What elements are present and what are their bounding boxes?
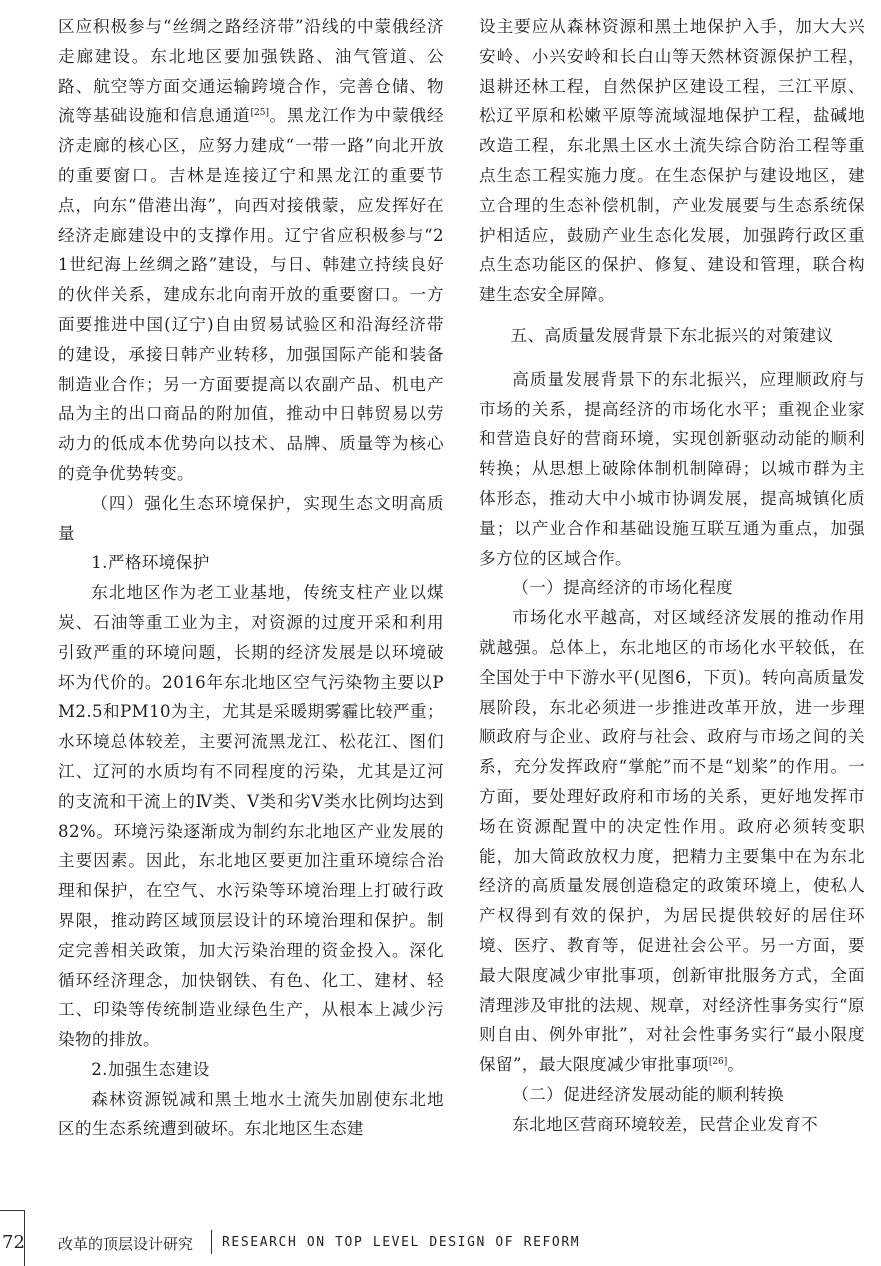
citation-ref[interactable]: [26] [708,1057,728,1068]
right-column [479,12,865,1139]
citation-ref[interactable]: [25] [250,108,269,119]
page-number: 72 [2,1232,25,1253]
paragraph: 东北地区作为老工业基地，传统支柱产业以煤炭、石油等重工业为主，对资源的过度开采和利用引致严重的环境问题，长期的经济发展是以环境破坏为代价的。2016年东北地区空气污染物主要以PM2.5和PM10为主，尤其是采暖期雾霾比较严重；水环境总体较差，主要河流黑龙江、松花江、图们江、辽河的水质均有不同程度的污染，尤其是辽河的支流和干流上的Ⅳ类、Ⅴ类和劣Ⅴ类水比例均达到82%。环境污染逐渐成为制约东北地区产业发展的主要因素。因此，东北地区要更加注重环境综合治理和保护，在空气、水污染等环境治理上打破行政界限，推动跨区域顶层设计的环境治理和保护。制定完善相关政策，加大污染治理的资金投入。深化循环经济理念，加快钢铁、有色、化工、建材、轻工、印染等传统制造业绿色生产，从根本上减少污染物的排放。 [58,583,444,1050]
paragraph: 区应积极参与“丝绸之路经济带”沿线的中蒙俄经济走廊建设。东北地区要加强铁路、油气管道、公路、航空等方面交通运输跨境合作，完善仓储、物流等基础设施和信息通道[25]。黑龙江作为中蒙俄经济走廊的核心区，应努力建成“一带一路”向北开放的重要窗口。吉林是连接辽宁和黑龙江的重要节点，向东“借港出海”，向西对接俄蒙，应发挥好在经济走廊建设中的支撑作用。辽宁省应积极参与“21世纪海上丝绸之路”建设，与日、韩建立持续良好的伙伴关系，建成东北向南开放的重要窗口。一方面要推进中国(辽宁)自由贸易试验区和沿海经济带的建设，承接日韩产业转移，加强国际产能和装备制造业合作；另一方面要提高以农副产品、机电产品为主的出口商品的附加值，推动中日韩贸易以劳动力的低成本优势向以技术、品牌、质量等为核心的竞争优势转变。 [58,17,445,483]
footer-separator [211,1230,212,1254]
footer-rule-horizontal [0,1210,24,1211]
subsection-heading: 2.加强生态建设 [91,1059,210,1079]
section-heading: （一）提高经济的市场化程度 [512,578,734,598]
chapter-heading: 五、高质量发展背景下东北振兴的对策建议 [510,325,834,345]
section-heading: （二）促进经济发展动能的顺利转换 [512,1084,785,1104]
left-column [58,12,444,1144]
section-heading: （四）强化生态环境保护，实现生态文明高质量 [58,493,444,543]
journal-title-cn: 改革的顶层设计研究 [58,1235,194,1253]
paragraph: 森林资源锐减和黑土地水土流失加剧使东北地区的生态系统遭到破坏。东北地区生态建 [58,1089,444,1139]
journal-title-en: RESEARCH ON TOP LEVEL DESIGN OF REFORM [222,1235,581,1250]
paragraph: 东北地区营商环境较差，民营企业发育不 [512,1114,819,1134]
paragraph: 高质量发展背景下的东北振兴，应理顺政府与市场的关系，提高经济的市场化水平；重视企业家和营造良好的营商环境，实现创新驱动动能的顺利转换；从思想上破除体制机制障碍；以城市群为主体形态，推动大中小城市协调发展，提高城镇化质量；以产业合作和基础设施互联互通为重点，加强多方位的区域合作。 [479,369,865,568]
paragraph: 设主要应从森林资源和黑土地保护入手，加大大兴安岭、小兴安岭和长白山等天然林资源保护工程，退耕还林工程，自然保护区建设工程，三江平原、松辽平原和松嫩平原等流域湿地保护工程，盐碱地改造工程，东北黑土区水土流失综合防治工程等重点生态工程实施力度。在生态保护与建设地区，建立合理的生态补偿机制，产业发展要与生态系统保护相适应，鼓励产业生态化发展，加强跨行政区重点生态功能区的保护、修复、建设和管理，联合构建生态安全屏障。 [479,17,865,305]
subsection-heading: 1.严格环境保护 [91,553,210,573]
paragraph: 市场化水平越高，对区域经济发展的推动作用就越强。总体上，东北地区的市场化水平较低，在全国处于中下游水平(见图6，下页)。转向高质量发展阶段，东北必须进一步推进改革开放，进一步理顺政府与企业、政府与社会、政府与市场之间的关系，充分发挥政府“掌舵”而不是“划桨”的作用。一方面，要处理好政府和市场的关系，更好地发挥市场在资源配置中的决定性作用。政府必须转变职能，加大简政放权力度，把精力主要集中在为东北经济的高质量发展创造稳定的政策环境上，使私人产权得到有效的保护，为居民提供较好的居住环境、医疗、教育等，促进社会公平。另一方面，要最大限度减少审批事项，创新审批服务方式，全面清理涉及审批的法规、规章，对经济性事务实行“原则自由、例外审批”，对社会性事务实行“最小限度保留”，最大限度减少审批事项[26]。 [479,608,865,1075]
